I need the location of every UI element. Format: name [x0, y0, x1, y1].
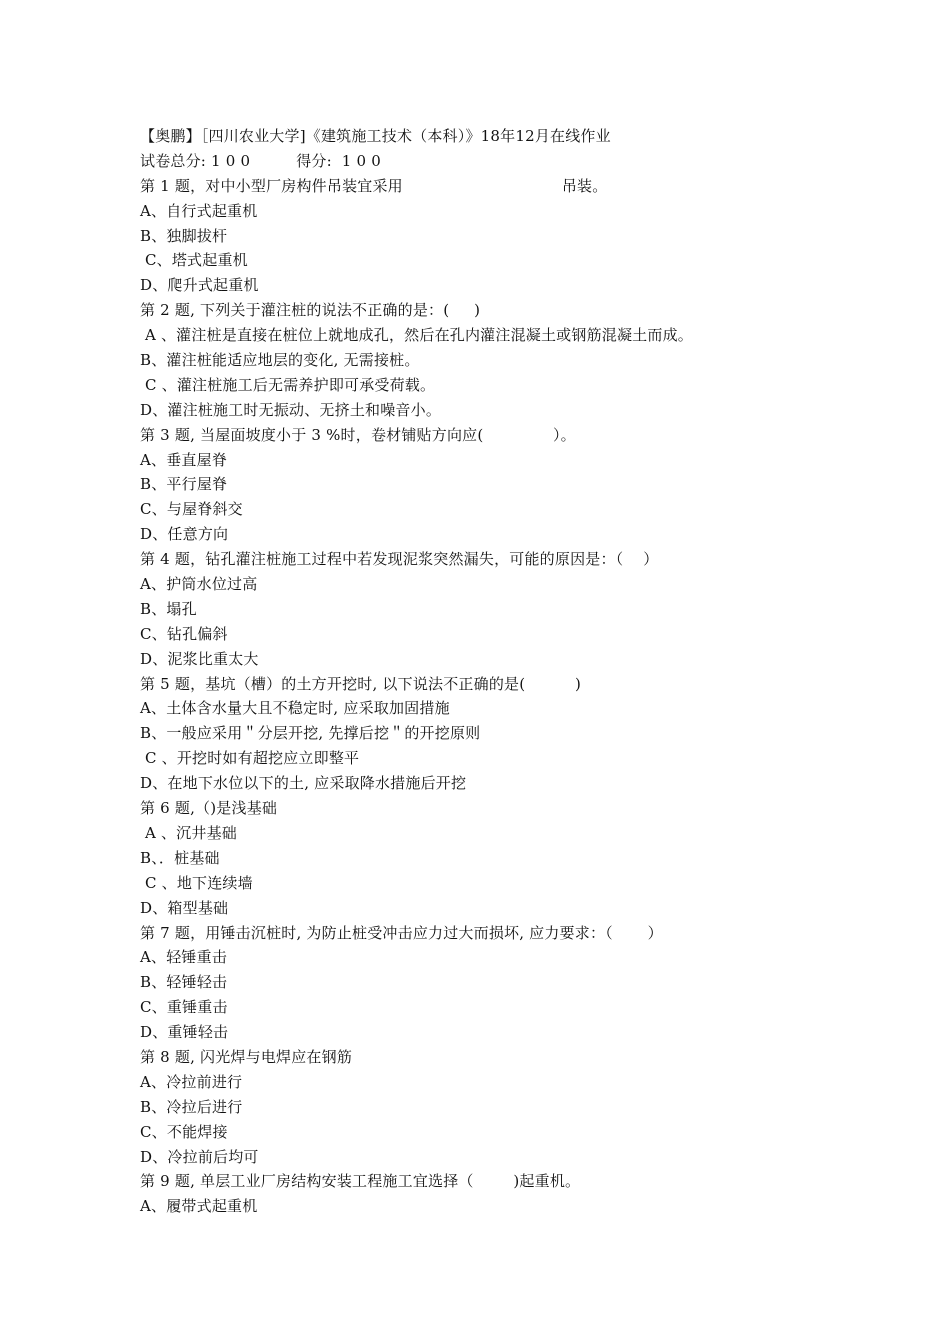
question-stem: 第 4 题，钻孔灌注桩施工过程中若发现泥浆突然漏失，可能的原因是：（ ） — [140, 550, 659, 569]
option-d: D、在地下水位以下的土, 应采取降水措施后开挖 — [140, 774, 467, 793]
option-c: C、重锤重击 — [140, 998, 228, 1017]
option-a: A、履带式起重机 — [140, 1197, 258, 1216]
question-stem: 第 3 题, 当屋面坡度小于 3 %时，卷材铺贴方向应( ）。 — [140, 425, 576, 444]
option-d: D、爬升式起重机 — [140, 276, 259, 295]
obtained-score: 得分: 1 0 0 — [296, 151, 381, 170]
option-c: C 、地下连续墙 — [140, 873, 253, 892]
option-c: C 、灌注桩施工后无需养护即可承受荷载。 — [140, 375, 436, 394]
option-b: B、灌注桩能适应地层的变化, 无需接桩。 — [140, 351, 420, 370]
option-c: C、塔式起重机 — [140, 251, 248, 270]
option-b: B、轻锤轻击 — [140, 973, 228, 992]
question-4 — [140, 547, 920, 671]
document-title: 【奥鹏】［四川农业大学]《建筑施工技术（本科）》18年12月在线作业 — [140, 127, 611, 145]
option-a: A 、沉井基础 — [140, 823, 237, 842]
score-line — [140, 149, 920, 174]
option-a: A、护筒水位过高 — [140, 575, 258, 594]
question-8 — [140, 1045, 920, 1169]
question-stem: 第 7 题，用锤击沉桩时, 为防止桩受冲击应力过大而损坏, 应力要求：（ ） — [140, 923, 663, 942]
option-a: A、冷拉前进行 — [140, 1072, 243, 1091]
option-d: D、任意方向 — [140, 525, 229, 544]
option-b: B、独脚拔杆 — [140, 226, 228, 245]
document-content — [140, 124, 920, 1219]
option-a: A、垂直屋脊 — [140, 450, 228, 469]
question-7 — [140, 921, 920, 1045]
question-stem: 第 2 题, 下列关于灌注桩的说法不正确的是：( ) — [140, 301, 481, 320]
option-a: A、轻锤重击 — [140, 948, 228, 967]
option-b: B、一般应采用＂分层开挖, 先撑后挖＂的开挖原则 — [140, 724, 481, 743]
question-5 — [140, 672, 920, 796]
option-d: D、冷拉前后均可 — [140, 1147, 259, 1166]
option-b: B、冷拉后进行 — [140, 1097, 243, 1116]
option-b: B、平行屋脊 — [140, 475, 228, 494]
question-1 — [140, 174, 920, 298]
question-stem: 第 9 题, 单层工业厂房结构安装工程施工宜选择（ )起重机。 — [140, 1172, 581, 1191]
question-3 — [140, 423, 920, 547]
option-a: A、自行式起重机 — [140, 201, 258, 220]
question-stem: 第 1 题，对中小型厂房构件吊装宜采用 吊装。 — [140, 176, 608, 195]
question-6 — [140, 796, 920, 920]
option-c: C 、开挖时如有超挖应立即整平 — [140, 749, 360, 768]
option-c: C、钻孔偏斜 — [140, 624, 228, 643]
option-d: D、箱型基础 — [140, 898, 229, 917]
question-9 — [140, 1169, 920, 1219]
question-stem: 第 8 题, 闪光焊与电焊应在钢筋 — [140, 1047, 353, 1066]
option-d: D、泥浆比重太大 — [140, 649, 259, 668]
option-b: B、塌孔 — [140, 599, 197, 618]
total-score: 试卷总分: 1 0 0 — [140, 151, 251, 170]
option-d: D、重锤轻击 — [140, 1023, 229, 1042]
option-c: C、不能焊接 — [140, 1122, 228, 1141]
question-stem: 第 6 题,（)是浅基础 — [140, 799, 278, 818]
option-c: C、与屋脊斜交 — [140, 500, 243, 519]
question-stem: 第 5 题，基坑（槽）的土方开挖时, 以下说法不正确的是( ) — [140, 674, 582, 693]
option-d: D、灌注桩施工时无振动、无挤土和噪音小。 — [140, 400, 442, 419]
question-2 — [140, 298, 920, 422]
option-b: B、．桩基础 — [140, 848, 220, 867]
option-a: A 、灌注桩是直接在桩位上就地成孔，然后在孔内灌注混凝土或钢筋混凝土而成。 — [140, 326, 693, 345]
option-a: A、土体含水量大且不稳定时, 应采取加固措施 — [140, 699, 450, 718]
